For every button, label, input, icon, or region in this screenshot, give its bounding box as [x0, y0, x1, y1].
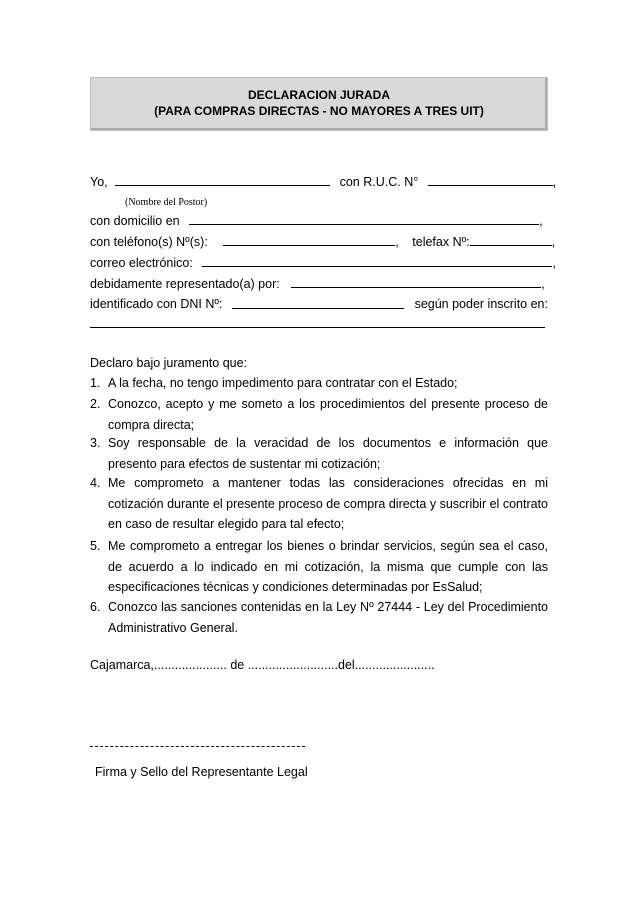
item-number: 6. — [90, 600, 101, 614]
telefono-field[interactable] — [223, 234, 395, 246]
item-number: 3. — [90, 436, 101, 450]
correo-line — [90, 255, 556, 270]
representante-field[interactable] — [291, 276, 541, 288]
list-item — [90, 394, 548, 435]
item-number: 1. — [90, 376, 101, 390]
domicilio-label: con domicilio en — [90, 214, 180, 228]
list-item — [90, 373, 548, 394]
item-number: 5. — [90, 539, 101, 553]
list-item — [90, 536, 548, 598]
representado-label: debidamente representado(a) por: — [90, 277, 280, 291]
item-text: Soy responsable de la veracidad de los documentos e información que presento para efectos de sustentar mi cotización; — [108, 436, 548, 471]
telefax-field[interactable] — [470, 234, 552, 246]
ruc-field[interactable] — [428, 174, 553, 186]
identificado-line — [90, 297, 548, 311]
comma: , — [539, 214, 543, 228]
item-text: Conozco las sanciones contenidas en la Ley Nº 27444 - Ley del Procedimiento Administrativo General. — [108, 600, 548, 635]
signature-line — [90, 746, 305, 747]
domicilio-line — [90, 213, 548, 228]
item-text: Conozco, acepto y me someto a los procedimientos del presente proceso de compra directa; — [108, 397, 548, 432]
item-number: 4. — [90, 476, 101, 490]
yo-label: Yo, — [90, 175, 108, 189]
telefax-label: telefax Nº: — [412, 235, 470, 249]
comma: , — [551, 235, 556, 249]
telefono-line — [90, 234, 556, 249]
postor-name-field[interactable] — [115, 174, 330, 186]
comma: , — [552, 256, 556, 270]
domicilio-field[interactable] — [189, 213, 539, 225]
poder-line — [90, 316, 548, 331]
poder-field[interactable] — [90, 316, 545, 328]
telefono-label: con teléfono(s) Nº(s): — [90, 235, 208, 249]
item-text: Me comprometo a entregar los bienes o brindar servicios, según sea el caso, de acuerdo a lo indicado en mi cotización, la misma que cumple con las especificaciones técnicas y condiciones determinadas por EsSalud; — [108, 539, 548, 594]
identificado-label: identificado con DNI Nº: — [90, 297, 223, 311]
declaration-intro: Declaro bajo juramento que: — [90, 356, 248, 370]
item-number: 2. — [90, 397, 101, 411]
list-item — [90, 433, 548, 474]
postor-line — [90, 174, 557, 189]
list-item — [90, 473, 548, 535]
segun-poder-label: según poder inscrito en: — [414, 297, 548, 311]
correo-label: correo electrónico: — [90, 256, 193, 270]
nombre-postor-caption: (Nombre del Postor) — [125, 197, 208, 208]
comma: , — [552, 175, 557, 189]
comma: , — [395, 235, 399, 249]
item-text: A la fecha, no tengo impedimento para contratar con el Estado; — [108, 376, 458, 390]
representado-line — [90, 276, 548, 291]
ruc-label: con R.U.C. N° — [339, 175, 419, 189]
document-title: DECLARACION JURADA — [247, 88, 390, 102]
comma: , — [541, 277, 545, 291]
dni-field[interactable] — [232, 297, 404, 309]
signature-label: Firma y Sello del Representante Legal — [95, 765, 308, 779]
title-box — [90, 77, 548, 131]
date-line: Cajamarca,..................... de ..........................del....................... — [90, 658, 435, 672]
list-item — [90, 597, 548, 638]
document-subtitle: (PARA COMPRAS DIRECTAS - NO MAYORES A TRES UIT) — [154, 104, 484, 118]
correo-field[interactable] — [202, 255, 552, 267]
item-text: Me comprometo a mantener todas las consideraciones ofrecidas en mi cotización durante el presente proceso de compra directa y suscribir el contrato en caso de resultar elegido para tal efecto; — [108, 476, 548, 531]
